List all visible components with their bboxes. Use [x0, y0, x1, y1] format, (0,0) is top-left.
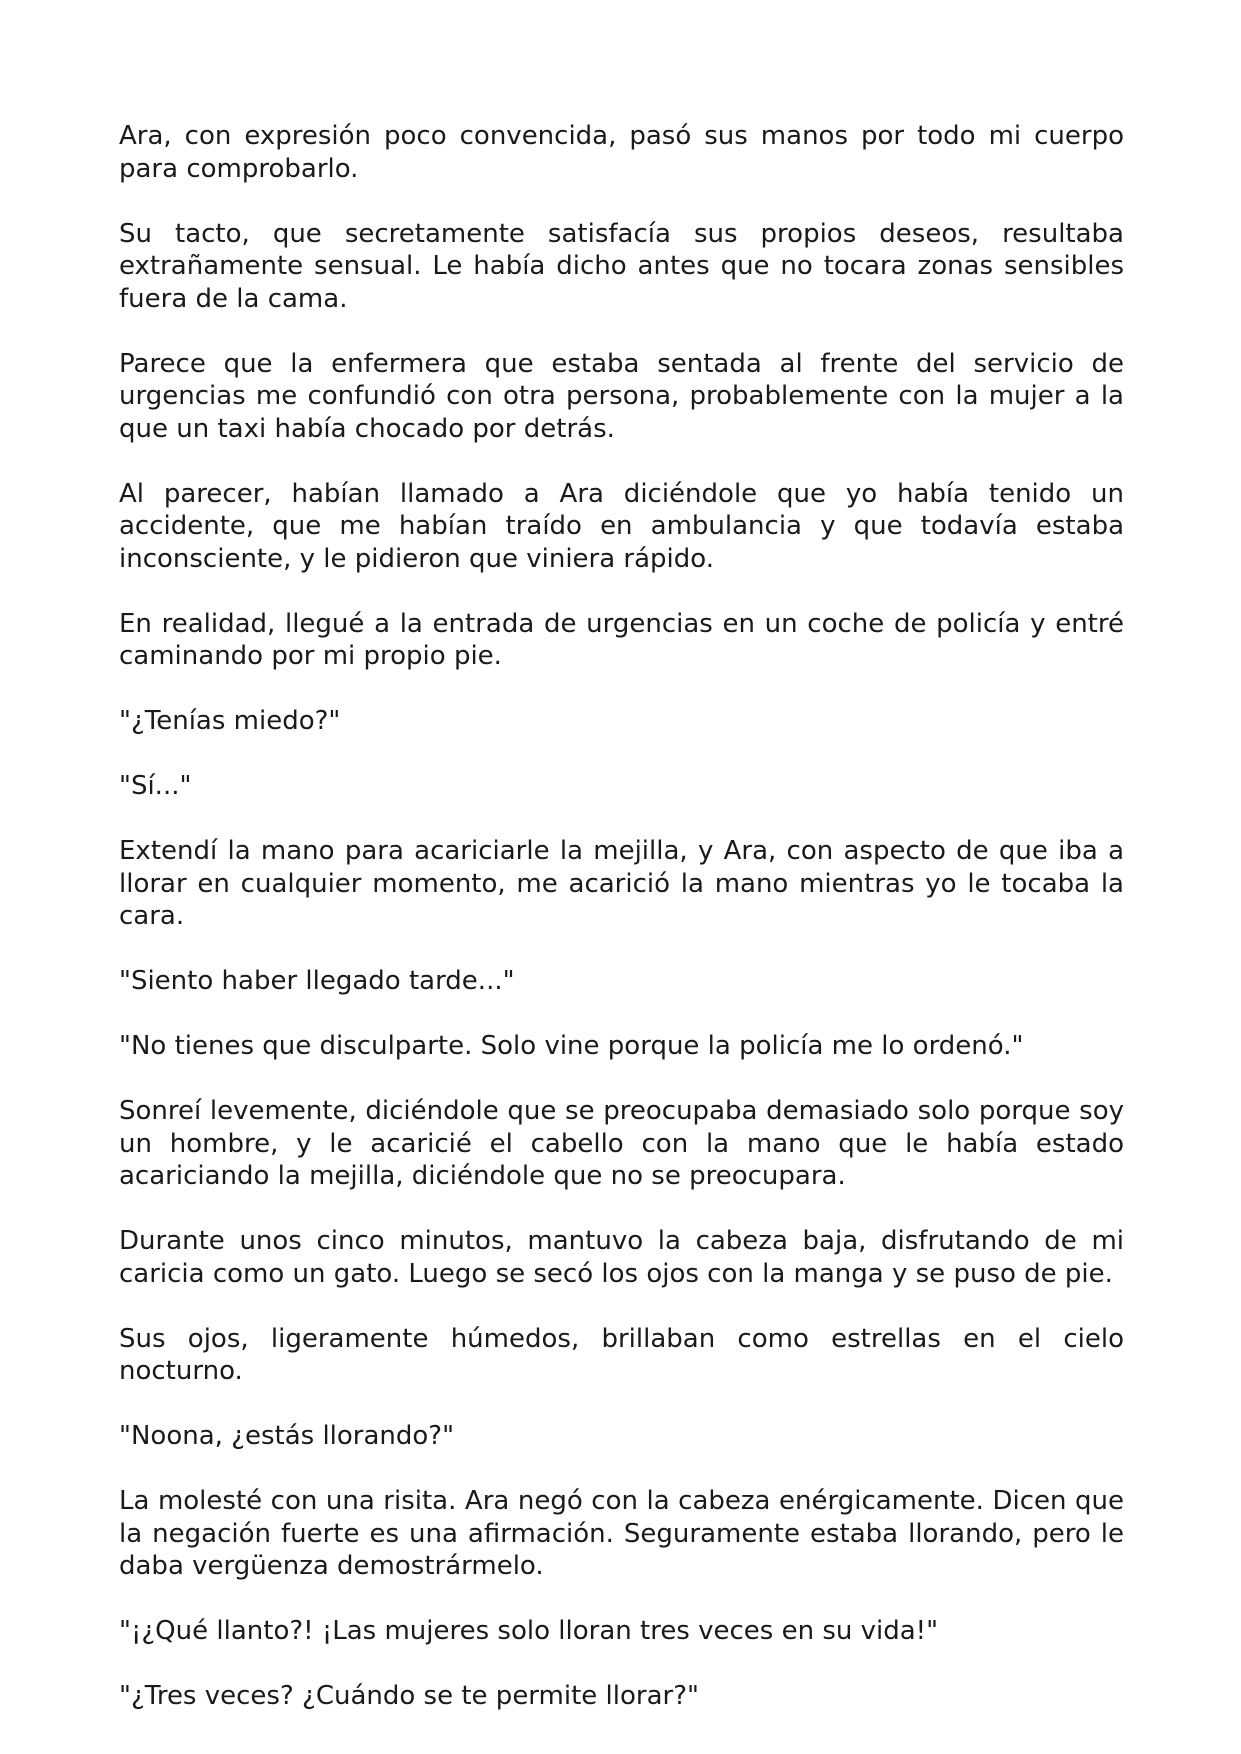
paragraph: Sus ojos, ligeramente húmedos, brillaban como estrellas en el cielo nocturno.	[119, 1323, 1124, 1386]
dialogue-line: "Noona, ¿estás llorando?"	[119, 1421, 455, 1451]
paragraph: Al parecer, habían llamado a Ara diciéndole que yo había tenido un accidente, que me habían traído en ambulancia y que todavía estaba inconsciente, y le pidieron que viniera rápido.	[119, 478, 1124, 574]
dialogue-line: "Siento haber llegado tarde..."	[119, 966, 515, 996]
dialogue-line: "No tienes que disculparte. Solo vine porque la policía me lo ordenó."	[119, 1031, 1024, 1061]
dialogue-line: "¿Tenías miedo?"	[119, 706, 341, 736]
document-body	[119, 120, 1124, 1713]
paragraph: Parece que la enfermera que estaba sentada al frente del servicio de urgencias me confundió con otra persona, probablemente con la mujer a la que un taxi había chocado por detrás.	[119, 348, 1124, 444]
dialogue-line: "Sí..."	[119, 771, 192, 801]
paragraph: Extendí la mano para acariciarle la mejilla, y Ara, con aspecto de que iba a llorar en cualquier momento, me acarició la mano mientras yo le tocaba la cara.	[119, 836, 1124, 931]
paragraph: Ara, con expresión poco convencida, pasó sus manos por todo mi cuerpo para comprobarlo.	[119, 121, 1124, 184]
paragraph: Su tacto, que secretamente satisfacía sus propios deseos, resultaba extrañamente sensual. Le había dicho antes que no tocara zonas sensibles fuera de la cama.	[119, 218, 1124, 314]
paragraph: Sonreí levemente, diciéndole que se preocupaba demasiado solo porque soy un hombre, y le acaricié el cabello con la mano que le había estado acariciando la mejilla, diciéndole que no se preocupara.	[119, 1096, 1124, 1191]
paragraph: La molesté con una risita. Ara negó con la cabeza enérgicamente. Dicen que la negación fuerte es una afirmación. Seguramente estaba llorando, pero le daba vergüenza demostrármelo.	[119, 1486, 1124, 1581]
paragraph: En realidad, llegué a la entrada de urgencias en un coche de policía y entré caminando por mi propio pie.	[119, 608, 1124, 671]
paragraph: Durante unos cinco minutos, mantuvo la cabeza baja, disfrutando de mi caricia como un gato. Luego se secó los ojos con la manga y se puso de pie.	[119, 1226, 1124, 1289]
dialogue-line: "¿Tres veces? ¿Cuándo se te permite llorar?"	[119, 1681, 699, 1711]
dialogue-line: "¡¿Qué llanto?! ¡Las mujeres solo lloran tres veces en su vida!"	[119, 1616, 939, 1646]
